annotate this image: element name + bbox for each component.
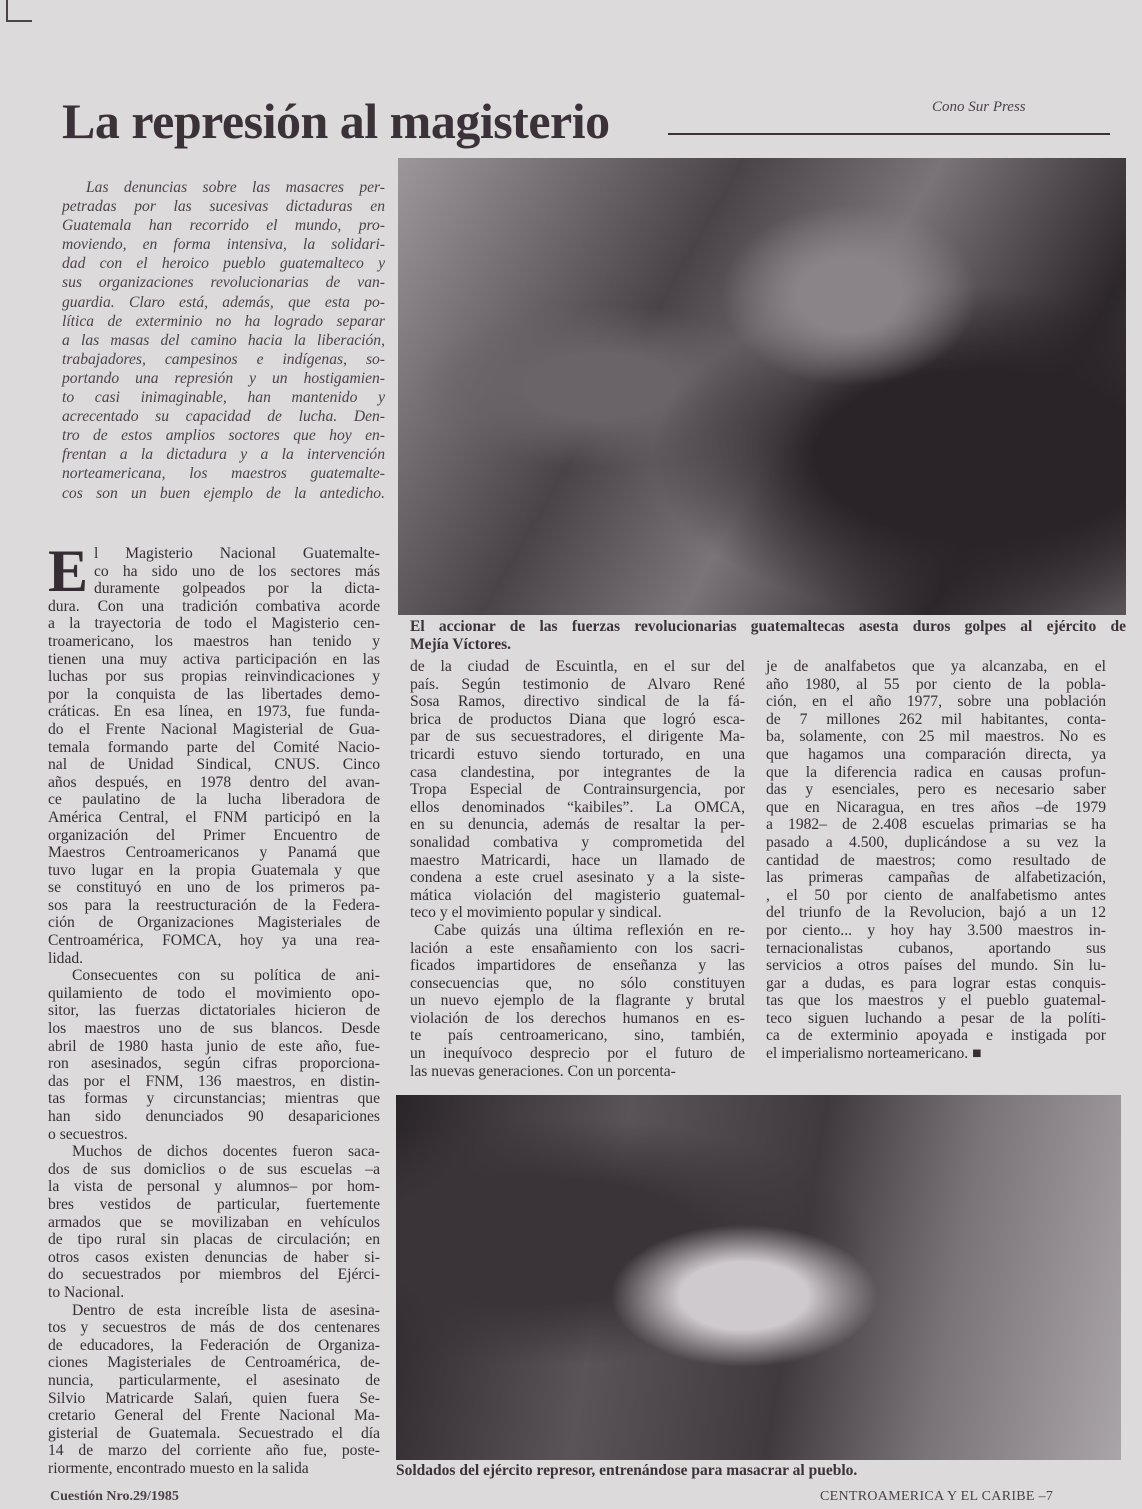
text-line: to casi inimaginable, han mantenido y [62, 389, 385, 407]
text-line: je de analfabetos que ya alcanzaba, en el [766, 658, 1106, 675]
text-line: Mejía Víctores. [410, 635, 511, 653]
text-line: en su denuncia, además de resaltar la per- [410, 816, 745, 834]
text-line: Muchos de dichos docentes fueron saca- [72, 1143, 380, 1161]
paragraph [48, 1302, 380, 1478]
text-line: tuvo lugar en la propia Guatemala y que [48, 861, 380, 879]
paragraph [766, 658, 1106, 1063]
text-line: teco siguen luchando a pesar de la políti- [766, 1009, 1106, 1027]
paragraph [48, 1143, 380, 1301]
text-line: ternacionalistas cubanos, aportando sus [766, 939, 1106, 957]
text-line: se constituyó en uno de los primeros pa- [48, 879, 380, 897]
text-line: lidad. [48, 949, 84, 967]
text-line: cos son un buen ejemplo de la antedicho. [62, 484, 385, 502]
text-line: mática violación del magisterio guatemal- [410, 886, 745, 904]
text-line: tas que los maestros y el pueblo guatemal- [766, 992, 1106, 1010]
body-column-2 [410, 658, 745, 1080]
text-line: ba, solamente, con 25 mil maestros. No es [766, 728, 1106, 746]
text-line: años después, en 1978 dentro del avan- [48, 773, 380, 791]
text-line: a la trayectoria de todo el Magisterio cen- [48, 615, 380, 633]
text-line: ron asesinados, según cifras proporciona- [48, 1055, 380, 1073]
text-line: Silvio Matricarde Salań, quien fuera Se- [48, 1389, 380, 1407]
text-line: ce paulatino de la lucha liberadora de [48, 791, 380, 809]
text-line: trabajadores, campesinos e indígenas, so- [62, 350, 385, 368]
text-line: nuncia, particularmente, el asesinato de [48, 1371, 380, 1389]
text-line: ficados impartidores de enseñanza y las [410, 957, 745, 975]
intro-paragraph [62, 178, 385, 503]
text-line: duramente golpeados por la dicta- [94, 580, 380, 598]
text-line: acrecentado su capacidad de lucha. Den- [62, 408, 385, 426]
text-line: norteamericana, los maestros guatemalte- [62, 465, 385, 483]
text-line: to Nacional. [48, 1283, 125, 1301]
text-line: pasado a 4.500, duplicándose a su vez la [766, 833, 1106, 851]
title-rule [668, 133, 1110, 135]
crop-mark [6, 0, 32, 22]
text-line: un nuevo ejemplo de la flagrante y brutal [410, 992, 745, 1010]
text-line: casa clandestina, por integrantes de la [410, 763, 745, 781]
article-title: La represión al magisterio [62, 93, 610, 149]
text-line: 14 de marzo del corriente año fue, poste- [48, 1442, 380, 1460]
text-line: troamericano, los maestros han tenido y [48, 632, 380, 650]
text-line: a 1982– de 2.408 escuelas primarias se ha [766, 816, 1106, 834]
text-line: moviendo, en forma intensiva, la solidari- [62, 236, 385, 254]
text-line: que hagamos una comparación directa, ya [766, 745, 1106, 763]
text-line: cretario General del Frente Nacional Ma- [48, 1407, 380, 1425]
text-line: tricardi estuvo siendo torturado, en una [410, 745, 745, 763]
body-column-1 [48, 538, 380, 1477]
text-line: sitor, las fuerzas dictatoriales hicieron de [48, 1002, 380, 1020]
text-line: han sido denunciados 90 desapariciones [48, 1108, 380, 1125]
text-line: de educadores, la Federación de Organiza- [48, 1336, 380, 1354]
text-line: ca de exterminio apoyada e instigada por [766, 1027, 1106, 1045]
text-line: violación de los derechos humanos en es- [410, 1009, 745, 1027]
text-line: gar a dudas, es para lograr estas conquis- [766, 974, 1106, 992]
text-line: las primeras campañas de alfabetización, [766, 869, 1106, 887]
text-line: do secuestrados por miembros del Ejérci- [48, 1266, 380, 1284]
text-line: l Magisterio Nacional Guatemalte- [94, 545, 380, 562]
paragraph [410, 922, 745, 1080]
text-line: bres vestidos de particular, fuertemente [48, 1195, 380, 1213]
text-line: Centroamérica, FOMCA, hoy ya una rea- [48, 932, 380, 950]
text-line: tienen una muy activa participación en las [48, 650, 380, 668]
text-line: nal de Unidad Sindical, CNUS. Cinco [48, 756, 380, 774]
text-line: riormente, encontrado muesto en la salida [48, 1459, 309, 1477]
text-line: año 1980, al 55 por ciento de la pobla- [766, 675, 1106, 693]
text-line: Dentro de esta increíble lista de asesina- [72, 1301, 380, 1319]
text-line: Las denuncias sobre las masacres per- [86, 179, 385, 196]
text-line: condena a este cruel asesinato y a la siste- [410, 869, 745, 887]
text-line: dura. Con una tradición combativa acorde [48, 597, 380, 615]
text-line: lítica de exterminio no ha logrado separar [62, 312, 385, 330]
text-line: país. Según testimonio de Alvaro René [410, 675, 745, 693]
text-line: Maestros Centroamericanos y Panamá que [48, 844, 380, 862]
text-line: los maestros uno de sus blancos. Desde [48, 1020, 380, 1038]
text-line: de la ciudad de Escuintla, en el sur del [410, 658, 745, 675]
text-line: Guatemala han recorrido el mundo, pro- [62, 217, 385, 235]
text-line: de 7 millones 262 mil habitantes, conta- [766, 710, 1106, 728]
text-line: luchas por sus propias reinvindicaciones y [48, 668, 380, 686]
text-line: Tropa Especial de Contrainsurgencia, por [410, 781, 745, 799]
text-line: de tipo rural sin placas de circulación; en [48, 1231, 380, 1249]
text-line: Sosa Ramos, directivo sindical de la fá- [410, 693, 745, 711]
text-line: abril de 1980 hasta junio de este año, fue- [48, 1037, 380, 1055]
photo-soldiers-training [396, 1095, 1121, 1460]
text-line: maestro Matricardi, hace un llamado de [410, 851, 745, 869]
text-line: las nuevas generaciones. Con un porcenta- [410, 1062, 676, 1080]
body-column-3 [766, 658, 1106, 1063]
text-line: tro de estos amplios soctores que hoy en- [62, 427, 385, 445]
text-line: te país centroamericano, sino, también, [410, 1027, 745, 1045]
text-line: El accionar de las fuerzas revolucionarias guatemaltecas asesta duros golpes al ejército de [410, 618, 1126, 635]
photo1-caption [410, 618, 1126, 653]
text-line: gisterial de Guatemala. Secuestrado el día [48, 1424, 380, 1442]
text-line: por la conquista de las libertades demo- [48, 685, 380, 703]
text-line: cantidad de maestros; como resultado de [766, 851, 1106, 869]
footer-issue: Cuestión Nro.29/1985 [50, 1489, 179, 1504]
text-line: un inequívoco desprecio por el futuro de [410, 1045, 745, 1063]
text-line: a las masas del camino hacia la liberación, [62, 331, 385, 349]
text-line: co ha sido uno de los sectores más [94, 562, 380, 580]
text-line: ción de Organizaciones Magisteriales de [48, 914, 380, 932]
text-line: brica de productos Diana que logró esca- [410, 710, 745, 728]
text-line: par de sus secuestradores, el dirigente Ma- [410, 728, 745, 746]
footer-section-page: CENTROAMERICA Y EL CARIBE –7 [820, 1489, 1054, 1504]
byline: Cono Sur Press [932, 99, 1026, 115]
text-line: das y esenciales, pero es necesario saber [766, 781, 1106, 799]
text-line: frentan a la dictadura y a la intervención [62, 446, 385, 464]
text-line: o secuestros. [48, 1125, 128, 1143]
text-line: dos de sus domiclios o de sus escuelas –a [48, 1160, 380, 1178]
text-line: otros casos existen denuncias de haber si- [48, 1248, 380, 1266]
text-line: Cabe quizás una última reflexión en re- [434, 921, 745, 939]
text-line: guardia. Claro está, además, que esta po- [62, 293, 385, 311]
text-line: por ciento... y hoy hay 3.500 maestros in- [766, 921, 1106, 939]
text-line: ciones Magisteriales de Centroamérica, de- [48, 1354, 380, 1372]
text-line: el imperialismo norteamericano. ■ [766, 1045, 982, 1063]
text-line: del triunfo de la Revolucion, bajó a un 12 [766, 904, 1106, 922]
text-line: das por el FNM, 136 maestros, en distin- [48, 1072, 380, 1090]
paragraph [48, 538, 380, 967]
text-line: teco y el movimiento popular y sindical. [410, 904, 662, 922]
text-line: temala formando parte del Comité Nacio- [48, 738, 380, 756]
text-line: ellos denominados “kaibiles”. La OMCA, [410, 798, 745, 816]
text-line: portando una represión y un hostigamien- [62, 369, 385, 387]
text-line: , el 50 por ciento de analfabetismo antes [766, 886, 1106, 904]
text-line: consecuencias que, no sólo constituyen [410, 974, 745, 992]
text-line: América Central, el FNM participó en la [48, 808, 380, 826]
text-line: que la diferencia radica en causas profun- [766, 763, 1106, 781]
text-line: do el Frente Nacional Magisterial de Gua- [48, 720, 380, 738]
photo2-caption: Soldados del ejército represor, entrenándose para masacrar al pueblo. [396, 1462, 858, 1479]
drop-cap: E [48, 538, 89, 604]
text-line: tas formas y circunstancias; mientras que [48, 1090, 380, 1108]
text-line: sos para la reestructuración de la Federa- [48, 896, 380, 914]
text-line: ción, en el año 1977, sobre una población [766, 693, 1106, 711]
text-line: cráticas. En esa línea, en 1973, fue funda- [48, 703, 380, 721]
text-line: sonalidad combativa y comprometida del [410, 833, 745, 851]
text-line: quilamiento de todo el movimiento opo- [48, 984, 380, 1002]
text-line: sus organizaciones revolucionarias de van- [62, 274, 385, 292]
text-line: lación a este ensañamiento con los sacri- [410, 939, 745, 957]
text-line: Consecuentes con su política de ani- [72, 967, 380, 985]
text-line: la vista de personal y alumnos– por hom- [48, 1178, 380, 1196]
photo-guerrilla-fighters [398, 158, 1126, 615]
text-line: tos y secuestros de más de dos centenares [48, 1319, 380, 1337]
text-line: servicios a otros países del mundo. Sin lu- [766, 957, 1106, 975]
text-line: dad con el heroico pueblo guatemalteco y [62, 255, 385, 273]
paragraph [410, 658, 745, 922]
text-line: petradas por las sucesivas dictaduras en [62, 198, 385, 216]
paragraph [48, 967, 380, 1143]
text-line: que en Nicaragua, en tres años –de 1979 [766, 798, 1106, 816]
text-line: armados que se movilizaban en vehículos [48, 1213, 380, 1231]
text-line: organización del Primer Encuentro de [48, 826, 380, 844]
